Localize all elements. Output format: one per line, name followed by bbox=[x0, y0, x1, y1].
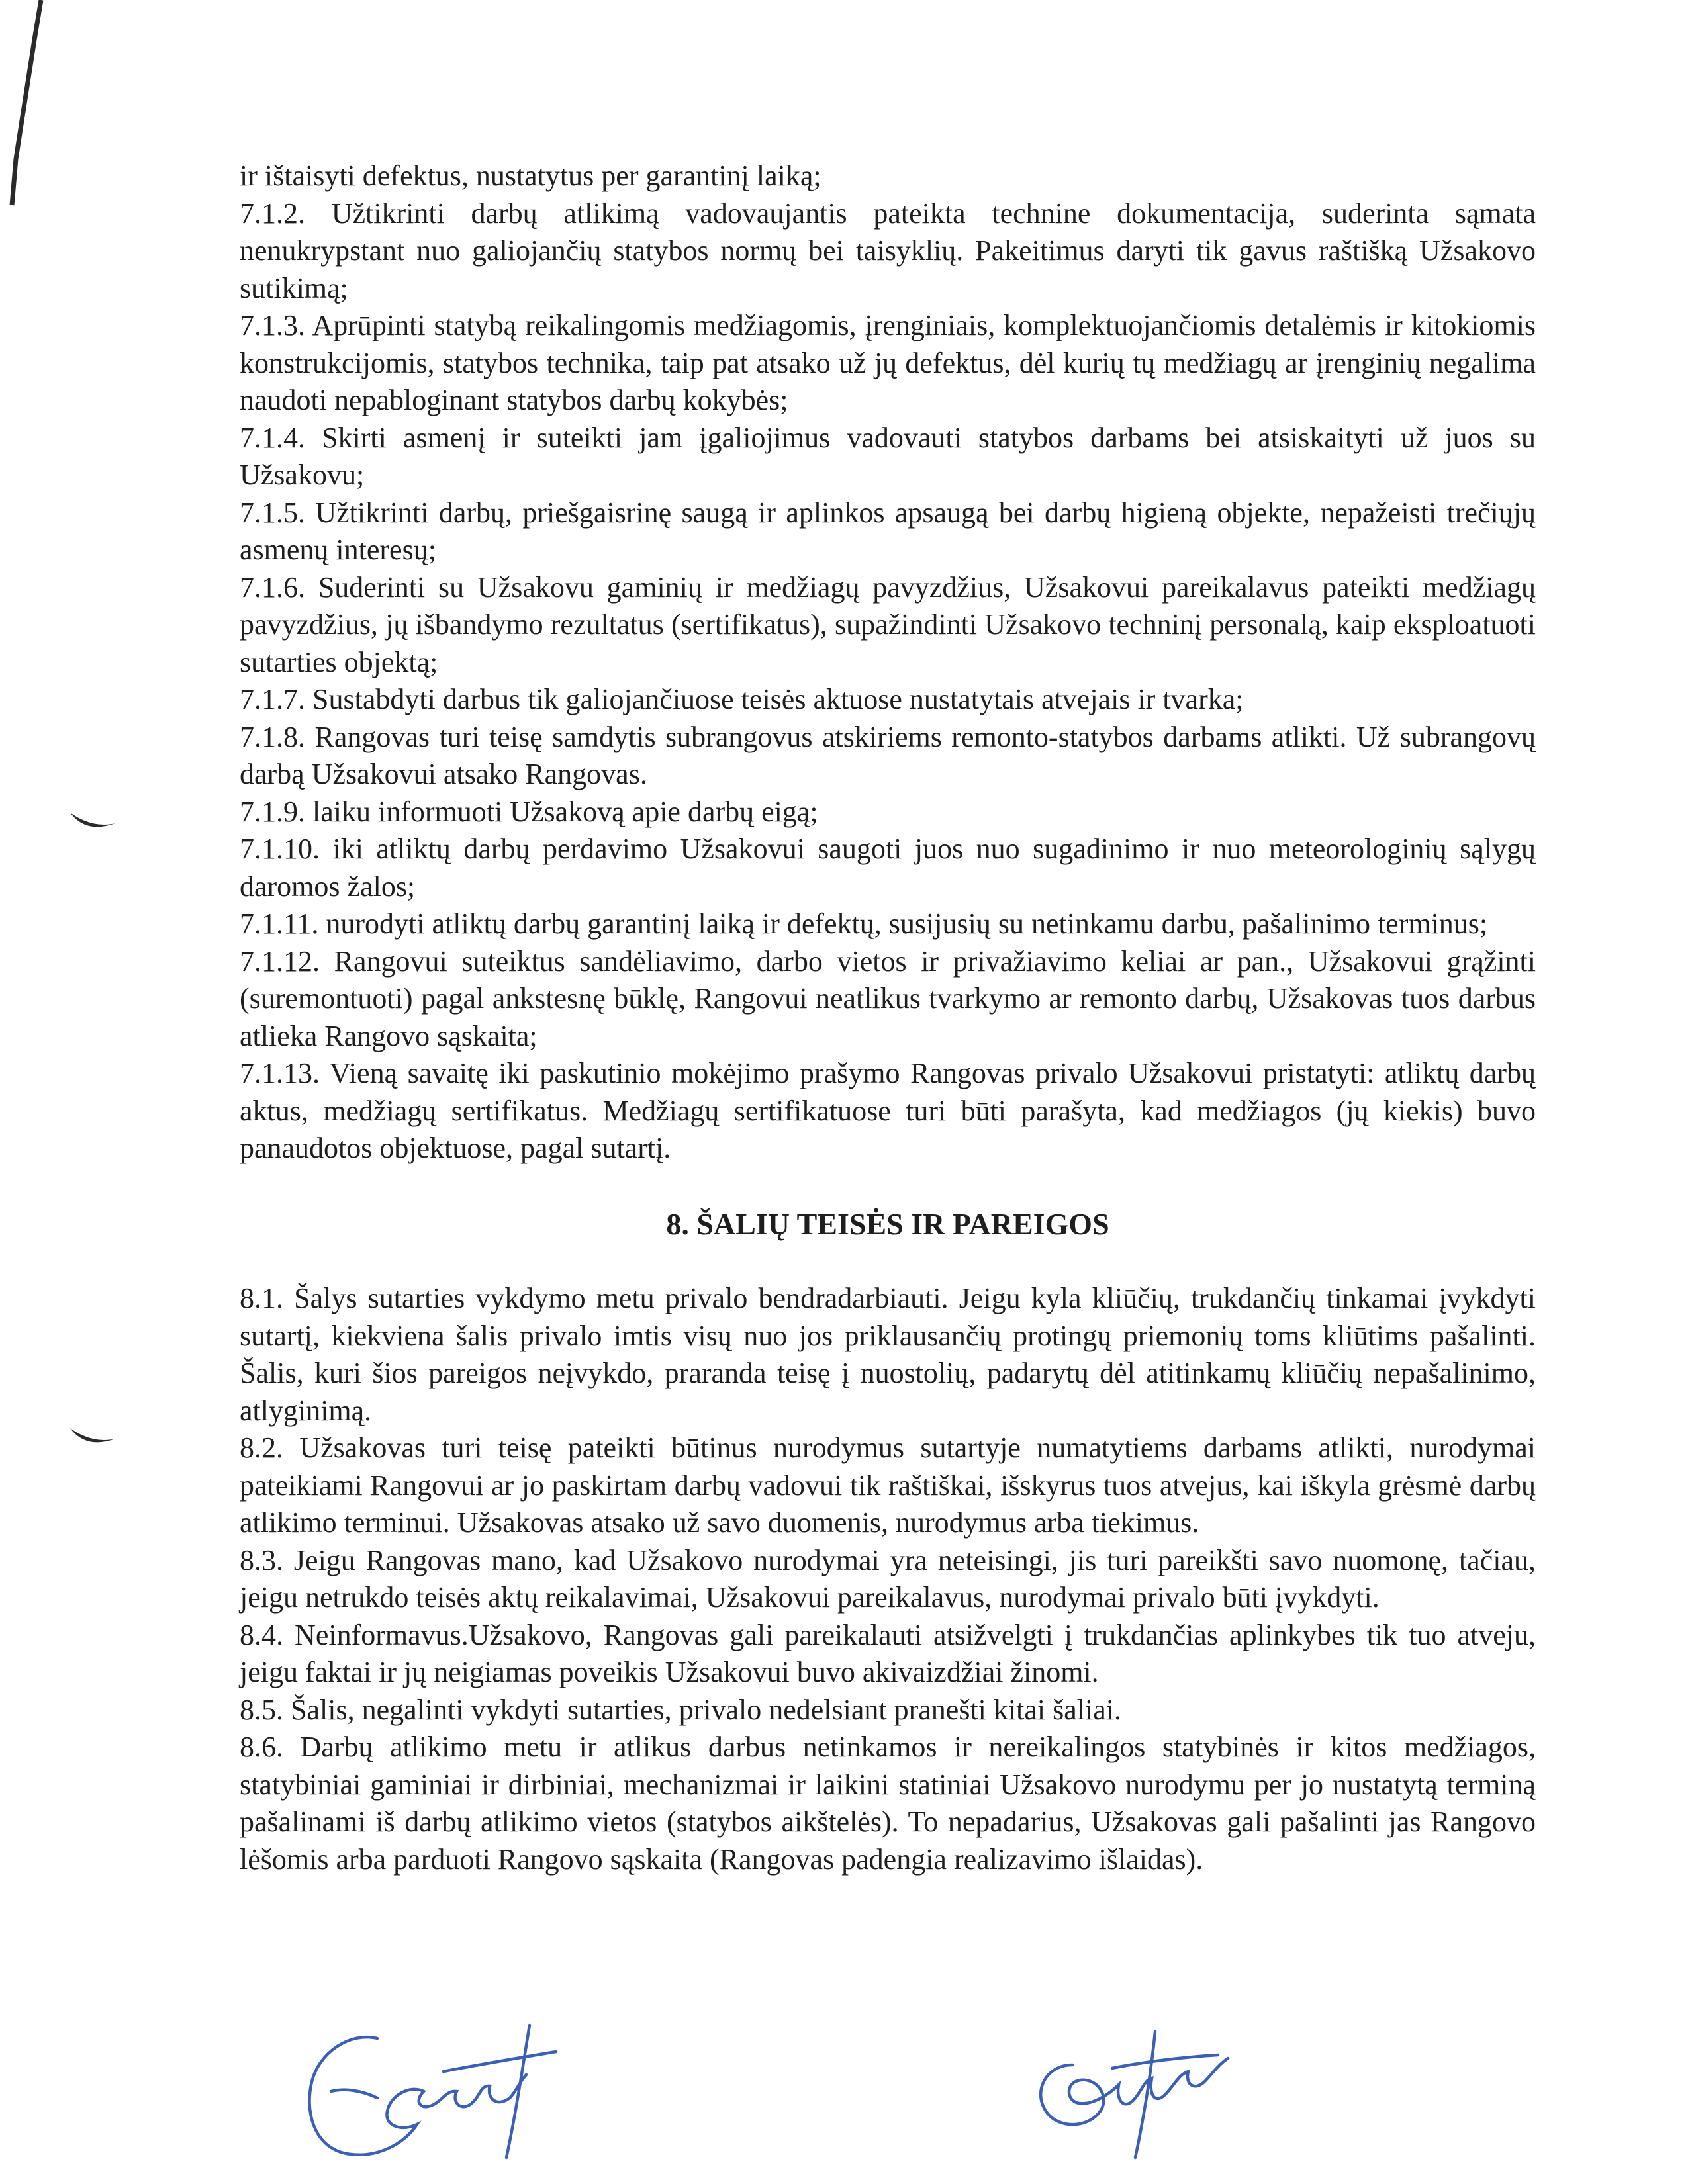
section-heading: 8. ŠALIŲ TEISĖS IR PAREIGOS bbox=[666, 1206, 1109, 1241]
paragraph-7-1-13: 7.1.13. Vieną savaitę iki paskutinio mokėjimo prašymo Rangovas privalo Užsakovui pristatyti: atliktų darbų aktus, medžiagų sertifikatus. Medžiagų sertifikatuose turi būti parašyta, kad medžiagos (jų kiekis) buvo panaudotos objektuose, pagal sutartį. bbox=[240, 1057, 1536, 1164]
paragraph-8-6: 8.6. Darbų atlikimo metu ir atlikus darbus netinkamos ir nereikalingos statybinės ir kitos medžiagos, statybiniai gaminiai ir dirbiniai, mechanizmai ir laikini statiniai Užsakovo nurodymu per jo nustatytą terminą pašalinami iš darbų atlikimo vietos (statybos aikštelės). To nepadarius, Užsakovas gali pašalinti jas Rangovo lėšomis arba parduoti Rangovo sąskaita (Rangovas padengia realizavimo išlaidas). bbox=[240, 1731, 1536, 1876]
signature-right-icon bbox=[1019, 2019, 1271, 2164]
edge-mark-icon bbox=[0, 0, 53, 212]
paragraph-7-1-5: 7.1.5. Užtikrinti darbų, priešgaisrinę saugą ir aplinkos apsaugą bei darbų higieną objekte, nepažeisti trečiųjų asmenų interesų; bbox=[240, 496, 1536, 566]
paragraph-7-1-2: 7.1.2. Užtikrinti darbų atlikimą vadovaujantis pateikta technine dokumentacija, suderinta sąmata nenukrypstant nuo galiojančių statybos normų bei taisyklių. Pakeitimus daryti tik gavus raštišką Užsakovo sutikimą; bbox=[240, 197, 1536, 304]
paragraph-8-3: 8.3. Jeigu Rangovas mano, kad Užsakovo nurodymai yra neteisingi, jis turi pareikšti savo nuomonę, tačiau, jeigu netrukdo teisės aktų reikalavimai, Užsakovui pareikalavus, nurodymai privalo būti įvykdyti. bbox=[240, 1543, 1536, 1614]
paragraph-7-1-8: 7.1.8. Rangovas turi teisę samdytis subrangovus atskiriems remonto-statybos darbams atlikti. Už subrangovų darbą Užsakovui atsako Rangovas. bbox=[240, 720, 1536, 790]
paragraph-7-1-10: 7.1.10. iki atliktų darbų perdavimo Užsakovui saugoti juos nuo sugadinimo ir nuo meteorologinių sąlygų daromos žalos; bbox=[240, 833, 1536, 903]
paragraph-7-1-4: 7.1.4. Skirti asmenį ir suteikti jam įgaliojimus vadovauti statybos darbams bei atsiskaityti už juos su Užsakovu; bbox=[240, 421, 1536, 491]
paragraph-7-1-9: 7.1.9. laiku informuoti Užsakovą apie darbų eigą; bbox=[240, 795, 818, 828]
paragraph-7-1-7: 7.1.7. Sustabdyti darbus tik galiojančiuose teisės aktuose nustatytais atvejais ir tvarka; bbox=[240, 683, 1244, 715]
punch-hole-icon bbox=[66, 1423, 119, 1452]
document-body bbox=[240, 158, 1536, 1878]
paragraph-8-1: 8.1. Šalys sutarties vykdymo metu privalo bendradarbiauti. Jeigu kyla kliūčių, trukdančių tinkamai įvykdyti sutartį, kiekviena šalis privalo imtis visų nuo jos priklausančių protingų priemonių toms kliūtims pašalinti. Šalis, kuri šios pareigos neįvykdo, praranda teisę į nuostolių, padarytų dėl atitinkamų kliūčių nepašalinimo, atlyginimą. bbox=[240, 1282, 1536, 1427]
punch-hole-icon bbox=[66, 807, 119, 837]
signature-left-icon bbox=[278, 2012, 622, 2177]
paragraph-7-1-12: 7.1.12. Rangovui suteiktus sandėliavimo, darbo vietos ir privažiavimo keliai ar pan., Užsakovui grąžinti (suremontuoti) pagal ankstesnę būklę, Rangovui neatlikus tvarkymo ar remonto darbų, Užsakovas tuos darbus atlieka Rangovo sąskaita; bbox=[240, 944, 1536, 1052]
paragraph-8-2: 8.2. Užsakovas turi teisę pateikti būtinus nurodymus sutartyje numatytiems darbams atlikti, nurodymai pateikiami Rangovui ar jo paskirtam darbų vadovui tik raštiškai, išskyrus tuos atvejus, kai iškyla grėsmė darbų atlikimo terminui. Užsakovas atsako už savo duomenis, nurodymus arba tiekimus. bbox=[240, 1432, 1536, 1539]
paragraph-8-4: 8.4. Neinformavus.Užsakovo, Rangovas gali pareikalauti atsižvelgti į trukdančias aplinkybes tik tuo atveju, jeigu faktai ir jų neigiamas poveikis Užsakovui buvo akivaizdžiai žinomi. bbox=[240, 1618, 1536, 1688]
paragraph-7-1-3: 7.1.3. Aprūpinti statybą reikalingomis medžiagomis, įrenginiais, komplektuojančiomis detalėmis ir kitokiomis konstrukcijomis, statybos technika, taip pat atsako už jų defektus, dėl kurių tų medžiagų ar įrenginių negalima naudoti nepabloginant statybos darbų kokybės; bbox=[240, 309, 1536, 416]
paragraph-7-1-1-tail: ir ištaisyti defektus, nustatytus per garantinį laiką; bbox=[240, 159, 821, 192]
paragraph-7-1-11: 7.1.11. nurodyti atliktų darbų garantinį laiką ir defektų, susijusių su netinkamu darbu, pašalinimo terminus; bbox=[240, 907, 1488, 940]
paragraph-7-1-6: 7.1.6. Suderinti su Užsakovu gaminių ir medžiagų pavyzdžius, Užsakovui pareikalavus pateikti medžiagų pavyzdžius, jų išbandymo rezultatus (sertifikatus), supažindinti Užsakovo techninį personalą, kaip eksploatuoti sutarties objektą; bbox=[240, 570, 1536, 678]
paragraph-8-5: 8.5. Šalis, negalinti vykdyti sutarties, privalo nedelsiant pranešti kitai šaliai. bbox=[240, 1693, 1121, 1726]
